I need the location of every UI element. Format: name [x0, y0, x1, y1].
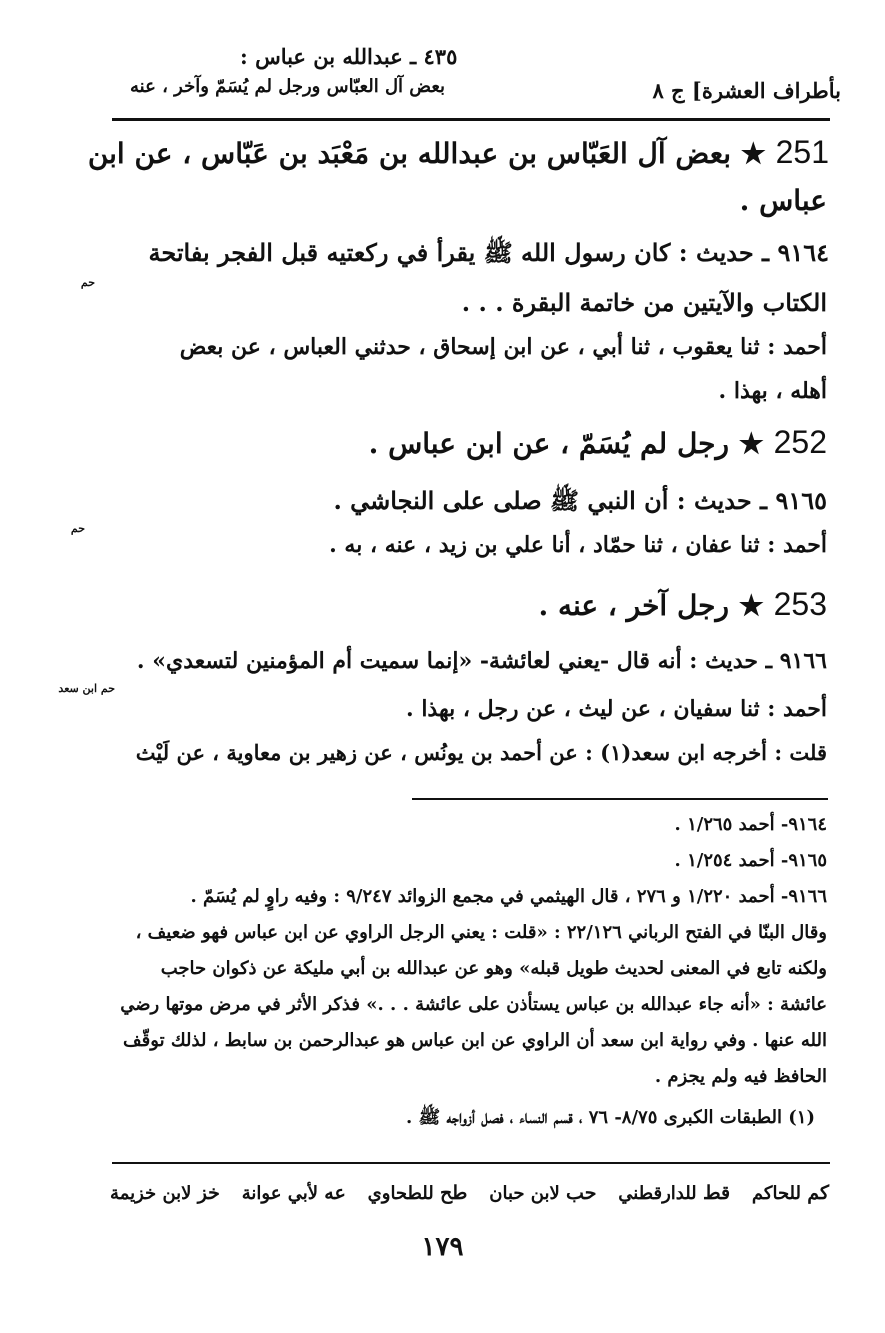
- hadith-9165: [118, 486, 827, 521]
- footnote-rule: [412, 798, 828, 800]
- legend-item: خز لابن خزيمة: [110, 1182, 220, 1204]
- entry-text: رجل آخر ، عنه .: [538, 589, 729, 622]
- star-icon: ★: [738, 589, 764, 622]
- abbreviation-legend: [110, 1182, 829, 1204]
- isnad-9164: أحمد : ثنا يعقوب ، ثنا أبي ، عن ابن إسحاق ، حدثني العباس ، عن بعض: [179, 334, 827, 360]
- header-rule: [112, 118, 830, 121]
- note-9166: قلت : أخرجه ابن سعد(١) : عن أحمد بن يونُس ، عن زهير بن معاوية ، عن لَيْث: [135, 740, 827, 765]
- star-icon: ★: [738, 427, 764, 460]
- hadith-number: ٩١٦٥ ـ: [760, 486, 827, 515]
- source-sigil: حم: [80, 276, 95, 289]
- star-icon: ★: [740, 137, 766, 170]
- entry-number: 251: [775, 134, 829, 170]
- hadith-9164: [110, 238, 829, 273]
- entry-251: [87, 134, 829, 171]
- legend-item: عه لأبي عوانة: [241, 1182, 346, 1204]
- footnote: ٩١٦٤- أحمد ١/٢٦٥ .: [674, 814, 827, 835]
- section-title: ٤٣٥ ـ عبدالله بن عباس :: [240, 44, 458, 69]
- hadith-text: حديث : أن النبي ﷺ صلى على النجاشي .: [333, 486, 752, 515]
- hadith-number: ٩١٦٤ ـ: [762, 238, 829, 267]
- hadith-9164-cont: الكتاب والآيتين من خاتمة البقرة . . .: [461, 288, 827, 317]
- legend-item: قط للدارقطني: [618, 1182, 731, 1204]
- footnote: (١) الطبقات الكبرى ٨/٧٥- ٧٦ ، قسم النساء ، فصل أزواجه ﷺ .: [405, 1107, 815, 1128]
- entry-number: 253: [773, 586, 827, 622]
- entry-number: 252: [773, 424, 827, 460]
- hadith-text: حديث : كان رسول الله ﷺ يقرأ في ركعتيه قبل الفجر بفاتحة: [148, 238, 754, 267]
- entry-252: [118, 424, 827, 461]
- footnote: ٩١٦٥- أحمد ١/٢٥٤ .: [674, 850, 827, 871]
- footnote: عائشة : «أنه جاء عبدالله بن عباس يستأذن على عائشة . . .» فذكر الأثر في مرض موتها رضي: [120, 994, 827, 1015]
- hadith-text: حديث : أنه قال -يعني لعائشة- «إنما سميت أم المؤمنين لتسعدي» .: [136, 648, 758, 674]
- legend-item: حب لابن حبان: [489, 1182, 597, 1204]
- footnote: ولكنه تابع في المعنى لحديث طويل قبله» وهو عن عبدالله بن أبي مليكة عن ذكوان حاجب: [160, 958, 827, 979]
- footnote: الحافظ فيه ولم يجزم .: [654, 1066, 827, 1087]
- legend-item: كم للحاكم: [751, 1182, 829, 1204]
- entry-253: [118, 586, 827, 623]
- hadith-number: ٩١٦٦ ـ: [765, 648, 827, 674]
- entry-text: رجل لم يُسَمّ ، عن ابن عباس .: [368, 427, 729, 460]
- footnote: ٩١٦٦- أحمد ١/٢٢٠ و ٢٧٦ ، قال الهيثمي في مجمع الزوائد ٩/٢٤٧ : وفيه راوٍ لم يُسَمّ .: [190, 886, 827, 907]
- source-sigil: حم ابن سعد: [58, 682, 115, 695]
- footnote: وقال البنّا في الفتح الرباني ٢٢/١٢٦ : «قلت : يعني الرجل الراوي عن ابن عباس فهو ضعيف ،: [135, 922, 827, 943]
- entry-text: بعض آل العَبّاس بن عبدالله بن مَعْبَد بن عَبّاس ، عن ابن: [87, 137, 731, 170]
- hadith-9166: [118, 648, 827, 674]
- legend-rule: [112, 1162, 830, 1164]
- footnote: الله عنها . وفي رواية ابن سعد أن الراوي عن ابن عباس هو عبدالرحمن بن سابط ، لذلك توقّف: [123, 1030, 827, 1051]
- legend-item: طح للطحاوي: [367, 1182, 468, 1204]
- page-number: ١٧٩: [421, 1232, 464, 1262]
- source-sigil: حم: [70, 522, 85, 535]
- isnad-9165: أحمد : ثنا عفان ، ثنا حمّاد ، أنا علي بن زيد ، عنه ، به .: [329, 532, 827, 558]
- isnad-9164-cont: أهله ، بهذا .: [718, 378, 827, 404]
- section-subtitle: بعض آل العبّاس ورجل لم يُسَمّ وآخر ، عنه: [130, 76, 446, 97]
- isnad-9166: أحمد : ثنا سفيان ، عن ليث ، عن رجل ، بهذا .: [406, 696, 827, 722]
- entry-251-cont: عباس .: [739, 184, 827, 217]
- running-header: بأطراف العشرة] ج ٨: [652, 78, 841, 103]
